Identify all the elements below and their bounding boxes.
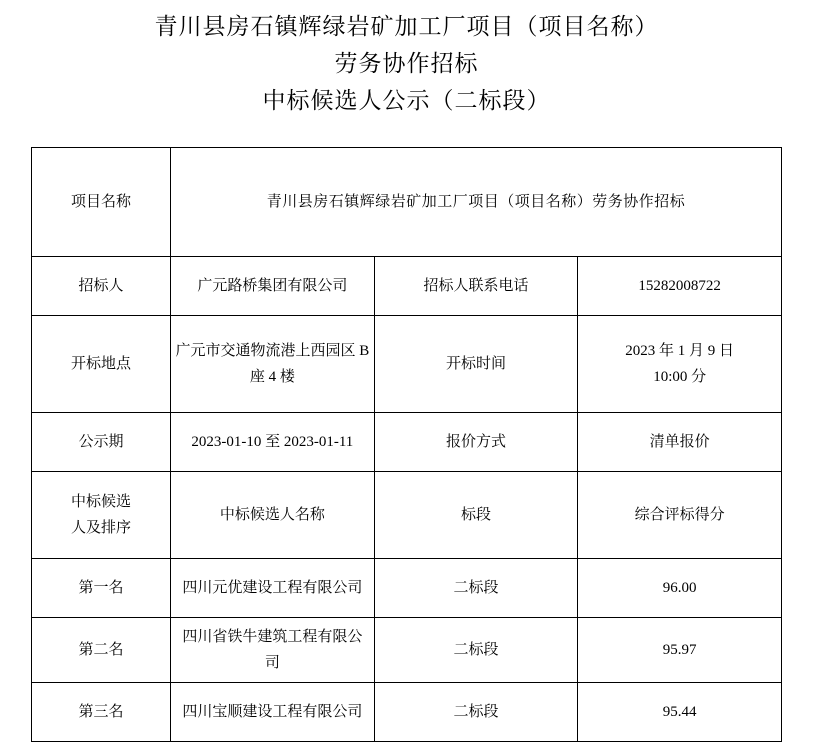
tenderer-phone-label: 招标人联系电话: [374, 257, 578, 316]
candidate-ranking-label: [32, 472, 171, 559]
quote-method-value: 清单报价: [578, 413, 782, 472]
tenderer-value: 广元路桥集团有限公司: [171, 257, 375, 316]
title-line-1: 青川县房石镇辉绿岩矿加工厂项目（项目名称）: [154, 14, 659, 39]
candidate-ranking-label-line2: 人及排序: [70, 520, 131, 536]
bid-open-place-label: 开标地点: [32, 316, 171, 413]
bid-open-place-value-line2: 座 4 楼: [249, 369, 295, 385]
section-header: 标段: [374, 472, 578, 559]
title-line-3: 中标候选人公示（二标段）: [262, 88, 551, 113]
candidate-score: 96.00: [578, 559, 782, 618]
candidate-name: 四川宝顺建设工程有限公司: [171, 683, 375, 742]
table-row: [32, 559, 782, 618]
table-row: [32, 618, 782, 683]
bid-open-time-value-line2: 10:00 分: [653, 369, 707, 385]
publicity-period-label: 公示期: [32, 413, 171, 472]
candidate-score: 95.44: [578, 683, 782, 742]
candidate-section: 二标段: [374, 559, 578, 618]
table-row: [32, 472, 782, 559]
notice-table-wrapper: [31, 147, 782, 742]
bid-open-time-value-line1: 2023 年 1 月 9 日: [625, 343, 735, 359]
table-row: [32, 148, 782, 257]
candidate-ranking-label-line1: 中标候选: [70, 494, 131, 510]
table-row: [32, 413, 782, 472]
table-row: [32, 683, 782, 742]
table-row: [32, 257, 782, 316]
tenderer-phone-value: 15282008722: [578, 257, 782, 316]
score-header: 综合评标得分: [578, 472, 782, 559]
bid-open-time-label: 开标时间: [374, 316, 578, 413]
notice-table: [31, 147, 782, 742]
bid-open-place-value: [171, 316, 375, 413]
candidate-score: 95.97: [578, 618, 782, 683]
bid-open-place-value-line1: 广元市交通物流港上西园区 B: [175, 343, 370, 359]
tenderer-label: 招标人: [32, 257, 171, 316]
project-name-value: 青川县房石镇辉绿岩矿加工厂项目（项目名称）劳务协作招标: [171, 148, 782, 257]
candidate-rank: 第一名: [32, 559, 171, 618]
bid-open-time-value: [578, 316, 782, 413]
candidate-section: 二标段: [374, 683, 578, 742]
project-name-label: 项目名称: [32, 148, 171, 257]
candidate-name: 四川元优建设工程有限公司: [171, 559, 375, 618]
table-row: [32, 316, 782, 413]
publicity-period-value: 2023-01-10 至 2023-01-11: [171, 413, 375, 472]
candidate-section: 二标段: [374, 618, 578, 683]
candidate-name: 四川省铁牛建筑工程有限公司: [171, 618, 375, 683]
candidate-rank: 第三名: [32, 683, 171, 742]
title-line-2: 劳务协作招标: [334, 51, 479, 76]
document-title: [0, 0, 813, 119]
quote-method-label: 报价方式: [374, 413, 578, 472]
candidate-name-header: 中标候选人名称: [171, 472, 375, 559]
candidate-rank: 第二名: [32, 618, 171, 683]
